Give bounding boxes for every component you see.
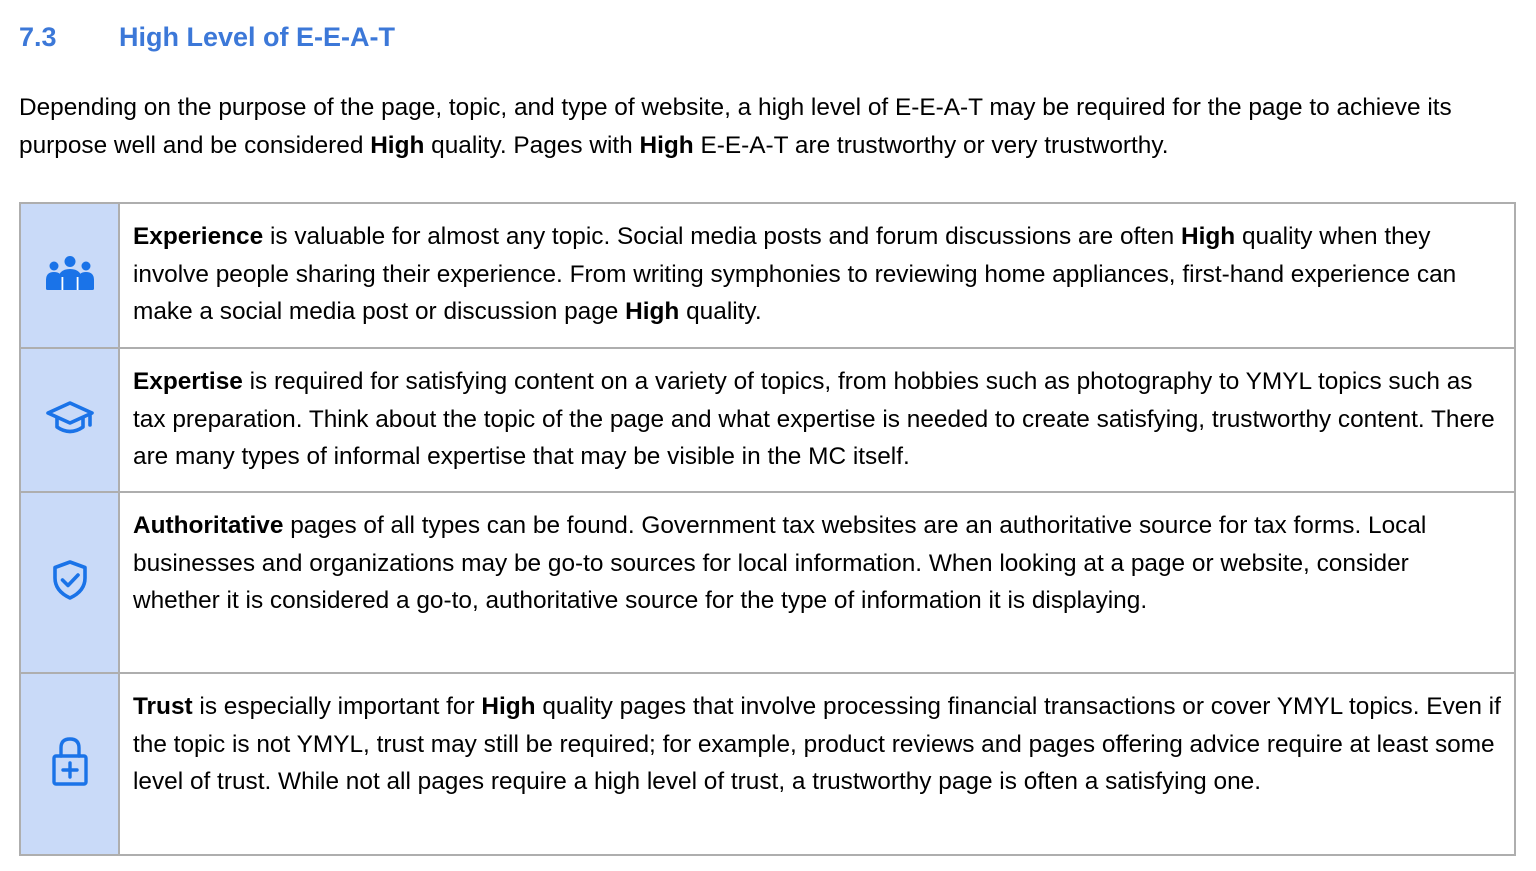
- eeat-description: [119, 348, 1515, 492]
- eeat-description: [119, 673, 1515, 855]
- intro-text: Depending on the purpose of the page, topic, and type of website, a high level of E-E-A-T may be required for the page to achieve its purpose well and be considered: [19, 94, 1452, 159]
- eeat-text: quality pages that involve processing financial transactions or cover YMYL topics. Even if the topic is not YMYL, trust may still be required; for example, product reviews and pages offering advice require at least some level of trust. While not all pages require a high level of trust, a trustworthy page is often a satisfying one.: [133, 693, 1501, 796]
- table-row-trust: [20, 673, 1515, 855]
- eeat-description: [119, 203, 1515, 348]
- icon-cell: [20, 673, 119, 855]
- eeat-text: is required for satisfying content on a variety of topics, from hobbies such as photography to YMYL topics such as tax preparation. Think about the topic of the page and what expertise is needed to create satisfying, trustworthy content. There are many types of informal expertise that may be visible in the MC itself.: [133, 368, 1495, 471]
- eeat-term: Authoritative: [133, 512, 284, 539]
- section-title: High Level of E-E-A-T: [119, 22, 395, 52]
- shield-check-icon: [50, 559, 90, 601]
- eeat-text: quality when they involve people sharing their experience. From writing symphonies to reviewing home appliances, first-hand experience can make a social media post or discussion page: [133, 223, 1457, 326]
- people-group-icon: [45, 255, 95, 291]
- intro-paragraph: [19, 89, 1519, 165]
- eeat-table: [19, 202, 1516, 856]
- lock-plus-icon: [50, 736, 90, 788]
- eeat-bold: High: [481, 693, 536, 720]
- section-heading: [19, 22, 395, 53]
- eeat-text: quality.: [679, 298, 762, 326]
- icon-cell: [20, 203, 119, 348]
- table-row-experience: [20, 203, 1515, 348]
- intro-text: E-E-A-T are trustworthy or very trustworthy.: [693, 132, 1169, 159]
- eeat-term: Expertise: [133, 368, 243, 395]
- eeat-description: [119, 492, 1515, 673]
- icon-cell: [20, 348, 119, 492]
- intro-text: quality. Pages with: [424, 132, 640, 159]
- icon-cell: [20, 492, 119, 673]
- table-row-authoritative: [20, 492, 1515, 673]
- eeat-text: pages of all types can be found. Government tax websites are an authoritative source for tax forms. Local businesses and organizations may be go-to sources for local information. When looking at a page or website, consider whether it is considered a go-to, authoritative source for the type of information it is displaying.: [133, 512, 1427, 615]
- section-number: 7.3: [19, 22, 57, 52]
- intro-bold: High: [639, 132, 694, 159]
- intro-bold: High: [370, 132, 425, 159]
- eeat-text: is especially important for: [192, 693, 482, 720]
- eeat-bold: High: [625, 298, 680, 326]
- table-row-expertise: [20, 348, 1515, 492]
- graduation-cap-icon: [44, 398, 96, 438]
- eeat-text: is valuable for almost any topic. Social media posts and forum discussions are often: [263, 223, 1181, 250]
- eeat-term: Trust: [133, 693, 193, 720]
- eeat-bold: High: [1181, 223, 1236, 250]
- eeat-term: Experience: [133, 223, 264, 250]
